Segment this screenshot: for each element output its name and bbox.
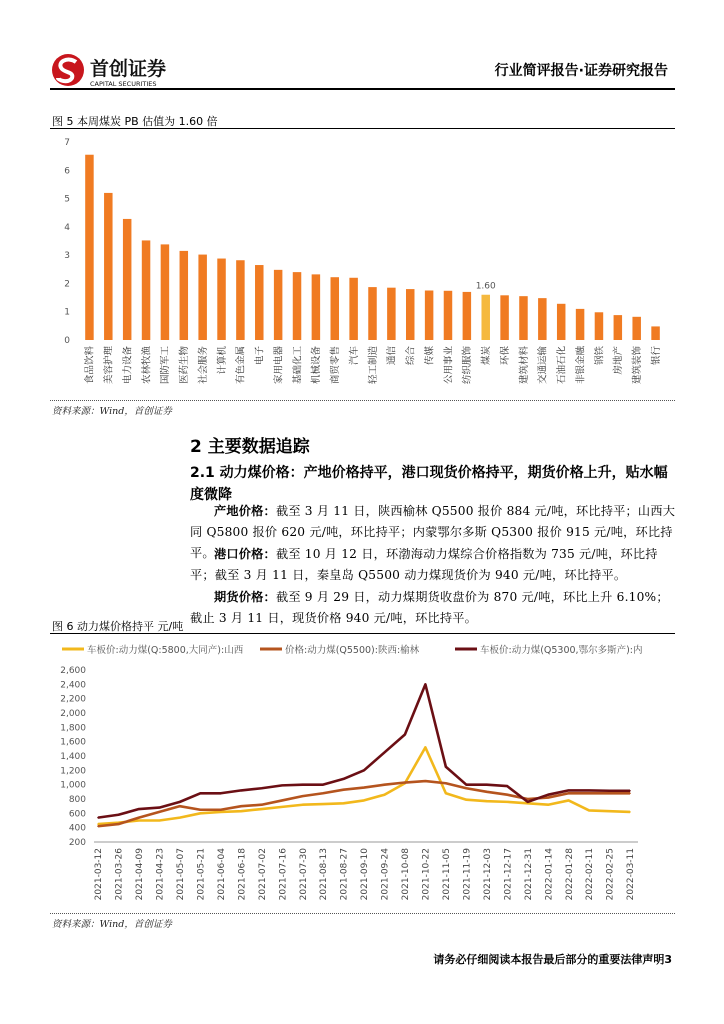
- x-tick-label: 纺织服饰: [462, 346, 474, 385]
- data-point: [159, 807, 161, 809]
- x-tick-label: 2021-04-23: [155, 848, 166, 901]
- data-point: [629, 790, 631, 792]
- legend-label: 车板价:动力煤(Q5300,鄂尔多斯产):内: [480, 645, 643, 656]
- figure5-source: 资料来源：Wind，首创证券: [52, 406, 172, 417]
- figure5-dotted-rule: [50, 400, 675, 401]
- section-title: 2 主要数据追踪: [190, 437, 310, 457]
- bar: [463, 292, 471, 340]
- data-point: [588, 810, 590, 812]
- paragraph-port-price: [190, 544, 680, 586]
- x-tick-label: 2021-05-21: [196, 848, 207, 901]
- x-tick-label: 2021-09-24: [380, 848, 391, 901]
- figure6-top-rule: [50, 633, 675, 634]
- y-tick-label: 1,600: [60, 737, 86, 748]
- paragraph-text: 截至 9 月 29 日，动力煤期货收盘价为 870 元/吨，环比上升 6.10%；截止 3 月 11 日，现货价格 940 元/吨，环比持平。: [190, 590, 669, 625]
- data-point: [506, 801, 508, 803]
- bar: [217, 259, 225, 340]
- data-point: [138, 808, 140, 810]
- bar: [595, 312, 603, 340]
- svg-text:CAPITAL SECURITIES: CAPITAL SECURITIES: [90, 80, 157, 88]
- data-point: [302, 804, 304, 806]
- data-point: [302, 784, 304, 786]
- bar: [331, 277, 339, 340]
- data-point: [445, 766, 447, 768]
- x-tick-label: 2021-10-08: [401, 848, 412, 901]
- x-tick-label: 房地产: [613, 346, 625, 375]
- data-point: [568, 790, 570, 792]
- data-point: [200, 813, 202, 815]
- data-point: [404, 782, 406, 784]
- bar: [274, 270, 282, 340]
- data-point: [281, 785, 283, 787]
- y-tick-label: 2,000: [60, 709, 86, 719]
- y-tick-label: 1,800: [60, 723, 86, 734]
- x-tick-label: 社会服务: [197, 346, 209, 385]
- data-point: [322, 803, 324, 805]
- x-tick-label: 食品饮料: [84, 346, 96, 385]
- data-point: [466, 784, 468, 786]
- paragraph-lead: 产地价格：: [214, 504, 276, 518]
- bar: [349, 278, 357, 340]
- data-point: [261, 787, 263, 789]
- x-tick-label: 医药生物: [179, 346, 191, 385]
- data-point: [261, 808, 263, 810]
- y-tick-label: 800: [68, 795, 86, 805]
- data-point: [609, 810, 611, 812]
- x-tick-label: 2021-06-04: [216, 848, 227, 901]
- figure6-title: 图 6 动力煤价格持平 元/吨: [52, 620, 184, 633]
- x-tick-label: 通信: [386, 346, 398, 366]
- x-tick-label: 钢铁: [594, 346, 606, 366]
- data-point: [240, 810, 242, 812]
- data-point: [200, 809, 202, 811]
- data-point: [547, 804, 549, 806]
- data-point: [97, 817, 99, 819]
- y-tick-label: 5: [64, 194, 70, 205]
- paragraph-lead: 港口价格：: [214, 547, 276, 561]
- bar: [425, 291, 433, 341]
- data-point: [404, 734, 406, 736]
- data-point: [384, 794, 386, 796]
- data-point: [322, 784, 324, 786]
- x-tick-label: 2021-08-13: [319, 848, 330, 901]
- x-tick-label: 2021-12-03: [482, 848, 493, 901]
- x-tick-label: 2021-09-10: [360, 848, 371, 901]
- data-point: [425, 747, 427, 749]
- data-point: [343, 789, 345, 791]
- report-type: 行业简评报告·证券研究报告: [494, 63, 668, 79]
- data-point: [384, 784, 386, 786]
- figure5-pb-bar-chart: [50, 130, 675, 400]
- data-point: [220, 792, 222, 794]
- x-tick-label: 2021-06-18: [237, 848, 248, 901]
- data-point: [97, 825, 99, 827]
- data-point: [568, 800, 570, 802]
- x-tick-label: 2022-01-28: [564, 848, 575, 901]
- data-point: [179, 817, 181, 819]
- paragraph-text: 截至 10 月 12 日，环渤海动力煤综合价格指数为 735 元/吨，环比持平；截至 3 月 11 日，秦皇岛 Q5500 动力煤现货价为 940 元/吨，环比持平。: [190, 547, 658, 582]
- x-tick-label: 2021-03-26: [114, 848, 125, 901]
- x-tick-label: 2021-12-31: [523, 848, 534, 901]
- x-tick-label: 商贸零售: [330, 346, 342, 385]
- data-point: [322, 792, 324, 794]
- x-tick-label: 2021-12-17: [503, 848, 514, 901]
- legend-label: 价格:动力煤(Q5500):陕西:榆林: [285, 645, 420, 656]
- x-tick-label: 家用电器: [273, 346, 285, 385]
- svg-text:首创证券: 首创证券: [90, 58, 167, 80]
- data-point: [179, 801, 181, 803]
- x-tick-label: 美容护理: [103, 346, 115, 385]
- data-point: [220, 811, 222, 813]
- x-tick-label: 2021-08-27: [339, 848, 350, 901]
- bar: [142, 240, 150, 340]
- x-tick-label: 2021-11-19: [462, 848, 473, 901]
- x-tick-label: 环保: [499, 346, 511, 366]
- y-tick-label: 400: [68, 823, 86, 834]
- data-point: [547, 797, 549, 799]
- x-tick-label: 电子: [254, 346, 266, 366]
- logo-mark-icon: [50, 52, 200, 88]
- series-line: [98, 747, 630, 824]
- bar: [557, 304, 565, 340]
- bar: [104, 193, 112, 340]
- data-point: [261, 804, 263, 806]
- x-tick-label: 非银金融: [575, 346, 587, 385]
- x-tick-label: 农林牧渔: [141, 346, 153, 385]
- paragraph-futures-price: [190, 587, 680, 629]
- bar: [236, 260, 244, 340]
- data-point: [343, 778, 345, 780]
- x-tick-label: 2021-07-16: [278, 848, 289, 901]
- data-point: [343, 803, 345, 805]
- data-point: [588, 792, 590, 794]
- data-point: [629, 811, 631, 813]
- footer-disclaimer: 请务必仔细阅读本报告最后部分的重要法律声明3: [433, 953, 672, 966]
- bar: [576, 309, 584, 340]
- data-point: [486, 791, 488, 793]
- y-tick-label: 0: [64, 336, 70, 346]
- x-tick-label: 有色金属: [235, 346, 247, 385]
- data-point: [445, 792, 447, 794]
- x-tick-label: 2021-11-05: [441, 848, 452, 901]
- bar: [161, 244, 169, 340]
- data-point: [281, 806, 283, 808]
- x-tick-label: 交通运输: [537, 346, 549, 385]
- bar: [444, 291, 452, 340]
- data-point: [118, 814, 120, 816]
- data-point: [588, 790, 590, 792]
- data-point: [445, 782, 447, 784]
- bar: [255, 265, 263, 340]
- x-tick-label: 国防军工: [160, 346, 172, 385]
- data-point: [200, 792, 202, 794]
- data-point: [629, 792, 631, 794]
- y-tick-label: 1,000: [60, 780, 86, 791]
- subsection-title: 2.1 动力煤价格：产地价格持平，港口现货价格持平，期货价格上升，贴水幅度微降: [190, 465, 668, 503]
- figure5-title: 图 5 本周煤炭 PB 估值为 1.60 倍: [52, 115, 218, 128]
- x-tick-label: 基础化工: [292, 346, 304, 385]
- data-point: [466, 787, 468, 789]
- data-point: [506, 794, 508, 796]
- data-point: [159, 820, 161, 822]
- y-tick-label: 2,200: [60, 694, 86, 705]
- bar: [481, 295, 489, 340]
- bar: [387, 288, 395, 340]
- bar: [406, 289, 414, 340]
- bar: [538, 298, 546, 340]
- x-tick-label: 2021-05-07: [175, 848, 186, 901]
- y-tick-label: 1,400: [60, 752, 86, 762]
- x-tick-label: 2021-03-12: [94, 848, 105, 901]
- bar: [312, 274, 320, 340]
- data-point: [97, 823, 99, 825]
- data-point: [179, 805, 181, 807]
- data-point: [118, 823, 120, 825]
- x-tick-label: 机械设备: [311, 346, 323, 385]
- x-tick-label: 建筑装饰: [632, 346, 644, 385]
- data-point: [609, 792, 611, 794]
- y-tick-label: 6: [64, 166, 70, 177]
- data-point: [568, 792, 570, 794]
- y-tick-label: 1,200: [60, 766, 86, 777]
- x-tick-label: 计算机: [216, 346, 228, 375]
- bar: [632, 317, 640, 340]
- bar: [198, 255, 206, 340]
- x-tick-label: 2021-07-02: [257, 848, 268, 901]
- y-tick-label: 3: [64, 251, 70, 262]
- bar: [614, 315, 622, 340]
- bar: [293, 272, 301, 340]
- figure5-top-rule: [50, 128, 675, 129]
- data-point: [363, 787, 365, 789]
- data-point: [363, 800, 365, 802]
- y-tick-label: 1: [64, 307, 70, 318]
- figure6-source: 资料来源：Wind，首创证券: [52, 919, 172, 930]
- data-point: [527, 801, 529, 803]
- y-tick-label: 2,400: [60, 680, 86, 691]
- x-tick-label: 传媒: [424, 346, 436, 366]
- x-tick-label: 银行: [650, 346, 662, 366]
- data-point: [384, 752, 386, 754]
- bar: [651, 326, 659, 340]
- x-tick-label: 电力设备: [122, 346, 134, 385]
- bar: [500, 295, 508, 340]
- x-tick-label: 公用事业: [443, 346, 455, 385]
- bar: [123, 219, 131, 340]
- x-tick-label: 汽车: [348, 346, 360, 366]
- x-tick-label: 2021-10-22: [421, 848, 432, 901]
- data-point: [527, 798, 529, 800]
- x-tick-label: 综合: [405, 346, 417, 366]
- x-tick-label: 2022-01-14: [544, 848, 555, 901]
- legend-label: 车板价:动力煤(Q:5800,大同产):山西: [87, 645, 244, 656]
- x-tick-label: 2022-02-11: [585, 848, 596, 901]
- header-rule: [50, 88, 675, 90]
- x-tick-label: 2022-03-11: [626, 848, 637, 901]
- data-point: [486, 784, 488, 786]
- x-tick-label: 2022-02-25: [605, 848, 616, 901]
- data-label: 1.60: [475, 281, 496, 292]
- data-point: [240, 790, 242, 792]
- x-tick-label: 石油石化: [556, 346, 568, 385]
- company-logo: [50, 52, 200, 88]
- x-tick-label: 2021-07-30: [298, 848, 309, 901]
- figure6-coal-price-line-chart: [50, 636, 675, 906]
- y-tick-label: 2: [64, 279, 70, 290]
- data-point: [363, 770, 365, 772]
- x-tick-label: 建筑材料: [518, 346, 530, 385]
- data-point: [609, 790, 611, 792]
- data-point: [138, 820, 140, 822]
- x-tick-label: 煤炭: [481, 346, 493, 366]
- y-tick-label: 600: [68, 809, 86, 820]
- bar: [519, 296, 527, 340]
- data-point: [466, 799, 468, 801]
- y-tick-label: 200: [68, 838, 86, 848]
- paragraph-text: 截至 3 月 11 日，陕西榆林 Q5500 报价 884 元/吨，环比持平；山西大同 Q5800 报价 620 元/吨，环比持平；内蒙鄂尔多斯 Q5300 报价 915 元/吨，环比持平。: [190, 504, 676, 560]
- data-point: [240, 805, 242, 807]
- data-point: [547, 794, 549, 796]
- data-point: [138, 817, 140, 819]
- y-tick-label: 4: [64, 222, 70, 233]
- y-tick-label: 2,600: [60, 666, 86, 676]
- data-point: [425, 684, 427, 686]
- bar: [180, 251, 188, 340]
- figure6-dotted-rule: [50, 913, 675, 914]
- bar: [368, 287, 376, 340]
- data-point: [302, 795, 304, 797]
- bar: [85, 155, 93, 340]
- x-tick-label: 2021-04-09: [135, 848, 146, 901]
- data-point: [506, 785, 508, 787]
- data-point: [425, 780, 427, 782]
- data-point: [220, 809, 222, 811]
- x-tick-label: 轻工制造: [367, 346, 379, 385]
- data-point: [159, 811, 161, 813]
- data-point: [281, 800, 283, 802]
- paragraph-lead: 期货价格：: [214, 590, 276, 604]
- y-tick-label: 7: [64, 138, 70, 148]
- data-point: [486, 800, 488, 802]
